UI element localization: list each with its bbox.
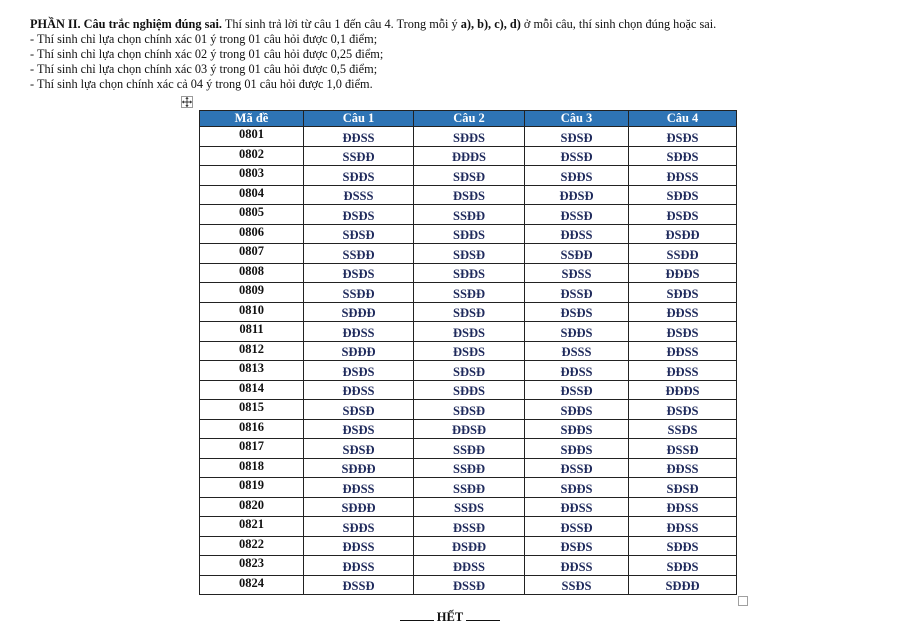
answer-cell-q4: SĐSĐ	[629, 478, 737, 498]
answer-cell-q2: ĐĐSĐ	[414, 419, 525, 439]
exam-code-cell: 0820	[200, 497, 304, 517]
answer-cell-q4: ĐSĐS	[629, 205, 737, 225]
header-question-3: Câu 3	[525, 111, 629, 127]
rule-line: - Thí sinh chỉ lựa chọn chính xác 03 ý trong 01 câu hỏi được 0,5 điểm;	[30, 62, 378, 76]
answer-cell-q3: SĐĐS	[525, 166, 629, 186]
answer-cell-q4: ĐSĐS	[629, 127, 737, 147]
answer-cell-q2: SSĐĐ	[414, 205, 525, 225]
exam-code-cell: 0815	[200, 400, 304, 420]
answer-cell-q1: SĐSĐ	[304, 224, 414, 244]
answer-cell-q2: SĐĐS	[414, 127, 525, 147]
answer-cell-q2: SSĐĐ	[414, 458, 525, 478]
exam-code-cell: 0811	[200, 322, 304, 342]
answer-cell-q3: ĐĐSS	[525, 556, 629, 576]
table-row	[200, 575, 737, 595]
table-row	[200, 224, 737, 244]
header-question-2: Câu 2	[414, 111, 525, 127]
answer-cell-q4: ĐSĐS	[629, 322, 737, 342]
answer-cell-q2: SSĐĐ	[414, 283, 525, 303]
exam-code-cell: 0808	[200, 263, 304, 283]
header-exam-code: Mã đề	[200, 111, 304, 127]
table-row	[200, 478, 737, 498]
answer-cell-q3: ĐĐSS	[525, 361, 629, 381]
answer-cell-q2: SSĐĐ	[414, 478, 525, 498]
table-row	[200, 497, 737, 517]
answer-cell-q3: SĐSS	[525, 263, 629, 283]
answer-cell-q3: SĐSĐ	[525, 127, 629, 147]
exam-code-cell: 0809	[200, 283, 304, 303]
table-row	[200, 146, 737, 166]
table-row	[200, 556, 737, 576]
answer-cell-q1: SĐĐĐ	[304, 341, 414, 361]
answer-cell-q1: SĐĐĐ	[304, 458, 414, 478]
answer-cell-q1: SSĐĐ	[304, 244, 414, 264]
answer-cell-q3: ĐĐSS	[525, 224, 629, 244]
exam-code-cell: 0805	[200, 205, 304, 225]
table-row	[200, 341, 737, 361]
table-row	[200, 302, 737, 322]
table-row	[200, 361, 737, 381]
table-row	[200, 263, 737, 283]
answer-cell-q1: ĐĐSS	[304, 556, 414, 576]
end-marker	[0, 610, 900, 625]
table-header-row	[200, 111, 737, 127]
answer-cell-q3: ĐSSĐ	[525, 458, 629, 478]
answer-cell-q3: ĐSĐS	[525, 302, 629, 322]
exam-code-cell: 0822	[200, 536, 304, 556]
answer-cell-q1: SĐĐĐ	[304, 302, 414, 322]
answer-cell-q2: ĐSĐĐ	[414, 536, 525, 556]
move-arrows-icon	[182, 97, 192, 107]
table-row	[200, 205, 737, 225]
answer-cell-q2: SĐSĐ	[414, 244, 525, 264]
answer-cell-q2: SĐĐS	[414, 380, 525, 400]
exam-code-cell: 0823	[200, 556, 304, 576]
exam-code-cell: 0813	[200, 361, 304, 381]
answer-cell-q3: SĐĐS	[525, 439, 629, 459]
answer-cell-q2: ĐSĐS	[414, 341, 525, 361]
exam-code-cell: 0819	[200, 478, 304, 498]
exam-code-cell: 0804	[200, 185, 304, 205]
header-question-1: Câu 1	[304, 111, 414, 127]
answer-cell-q2: ĐĐĐS	[414, 146, 525, 166]
answer-cell-q3: SĐĐS	[525, 478, 629, 498]
answer-cell-q1: SĐSĐ	[304, 400, 414, 420]
answer-cell-q1: ĐSĐS	[304, 205, 414, 225]
exam-code-cell: 0803	[200, 166, 304, 186]
answer-cell-q2: ĐSĐS	[414, 322, 525, 342]
answer-cell-q1: ĐSSĐ	[304, 575, 414, 595]
answer-cell-q4: ĐĐSS	[629, 341, 737, 361]
answer-cell-q1: ĐSĐS	[304, 419, 414, 439]
exam-code-cell: 0807	[200, 244, 304, 264]
answer-cell-q3: ĐĐSS	[525, 497, 629, 517]
exam-code-cell: 0812	[200, 341, 304, 361]
exam-code-cell: 0814	[200, 380, 304, 400]
end-label: HẾT	[436, 610, 464, 624]
answer-cell-q1: ĐSSS	[304, 185, 414, 205]
answer-cell-q1: ĐSĐS	[304, 361, 414, 381]
answer-cell-q4: ĐĐSS	[629, 302, 737, 322]
answer-cell-q2: ĐSSĐ	[414, 575, 525, 595]
answer-cell-q4: ĐĐĐS	[629, 380, 737, 400]
table-resize-handle[interactable]	[738, 596, 748, 606]
answer-cell-q3: ĐSSĐ	[525, 380, 629, 400]
exam-code-cell: 0824	[200, 575, 304, 595]
answer-cell-q4: SSĐĐ	[629, 244, 737, 264]
heading-text-2: ở mỗi câu, thí sinh chọn đúng hoặc sai.	[520, 17, 717, 31]
answer-cell-q1: ĐĐSS	[304, 536, 414, 556]
section-heading	[30, 17, 890, 32]
exam-code-cell: 0821	[200, 517, 304, 537]
answer-cell-q2: SĐSĐ	[414, 361, 525, 381]
exam-code-cell: 0816	[200, 419, 304, 439]
answer-cell-q4: SĐĐS	[629, 185, 737, 205]
header-question-4: Câu 4	[629, 111, 737, 127]
answer-cell-q2: SĐSĐ	[414, 302, 525, 322]
exam-code-cell: 0801	[200, 127, 304, 147]
answer-cell-q4: SSĐS	[629, 419, 737, 439]
answer-cell-q4: SĐĐS	[629, 536, 737, 556]
answer-cell-q4: SĐĐS	[629, 556, 737, 576]
end-rule-right	[466, 620, 500, 621]
table-row	[200, 185, 737, 205]
answer-cell-q2: SSĐĐ	[414, 439, 525, 459]
answer-cell-q4: SĐĐS	[629, 146, 737, 166]
rule-line: - Thí sinh lựa chọn chính xác cả 04 ý trong 01 câu hỏi được 1,0 điểm.	[30, 77, 373, 91]
answer-cell-q1: ĐSĐS	[304, 263, 414, 283]
rule-line: - Thí sinh chỉ lựa chọn chính xác 02 ý trong 01 câu hỏi được 0,25 điểm;	[30, 47, 384, 61]
answer-cell-q2: ĐSĐS	[414, 185, 525, 205]
table-move-handle[interactable]	[181, 96, 193, 108]
answer-cell-q2: ĐSSĐ	[414, 517, 525, 537]
answer-cell-q1: ĐĐSS	[304, 478, 414, 498]
answer-cell-q3: SSĐS	[525, 575, 629, 595]
answer-cell-q1: ĐĐSS	[304, 322, 414, 342]
table-row	[200, 127, 737, 147]
answer-cell-q3: SĐĐS	[525, 419, 629, 439]
answer-cell-q2: SSĐS	[414, 497, 525, 517]
answer-cell-q1: ĐĐSS	[304, 127, 414, 147]
answer-cell-q4: ĐSSĐ	[629, 439, 737, 459]
end-rule-left	[400, 620, 434, 621]
answer-cell-q4: SĐĐĐ	[629, 575, 737, 595]
instructions-block	[30, 17, 890, 92]
answer-cell-q2: SĐĐS	[414, 224, 525, 244]
table-row	[200, 380, 737, 400]
answer-cell-q3: ĐSSĐ	[525, 283, 629, 303]
answer-cell-q3: SSĐĐ	[525, 244, 629, 264]
answer-cell-q1: SĐSĐ	[304, 439, 414, 459]
answer-cell-q4: ĐĐĐS	[629, 263, 737, 283]
answer-cell-q1: SĐĐĐ	[304, 497, 414, 517]
answer-cell-q1: ĐĐSS	[304, 380, 414, 400]
heading-text-1: Thí sinh trả lời từ câu 1 đến câu 4. Trong mỗi ý	[222, 17, 461, 31]
answer-cell-q3: ĐSĐS	[525, 536, 629, 556]
table-row	[200, 439, 737, 459]
heading-options: a), b), c), d)	[460, 17, 521, 31]
exam-code-cell: 0817	[200, 439, 304, 459]
answer-cell-q4: SĐĐS	[629, 283, 737, 303]
answer-cell-q3: ĐĐSĐ	[525, 185, 629, 205]
answer-cell-q4: ĐĐSS	[629, 458, 737, 478]
answer-cell-q1: SSĐĐ	[304, 283, 414, 303]
answer-cell-q3: ĐSSĐ	[525, 205, 629, 225]
answer-cell-q1: SĐĐS	[304, 517, 414, 537]
exam-code-cell: 0818	[200, 458, 304, 478]
answer-cell-q4: ĐĐSS	[629, 517, 737, 537]
answer-cell-q3: ĐSSĐ	[525, 146, 629, 166]
answer-cell-q3: SĐĐS	[525, 322, 629, 342]
table-row	[200, 458, 737, 478]
section-title: PHẦN II. Câu trắc nghiệm đúng sai.	[30, 17, 222, 31]
table-row	[200, 322, 737, 342]
exam-code-cell: 0802	[200, 146, 304, 166]
answer-cell-q3: ĐSSĐ	[525, 517, 629, 537]
answer-cell-q4: ĐSĐĐ	[629, 224, 737, 244]
rule-line: - Thí sinh chỉ lựa chọn chính xác 01 ý trong 01 câu hỏi được 0,1 điểm;	[30, 32, 378, 46]
table-row	[200, 283, 737, 303]
answer-cell-q4: ĐĐSS	[629, 361, 737, 381]
answer-cell-q1: SĐĐS	[304, 166, 414, 186]
answer-cell-q2: SĐSĐ	[414, 166, 525, 186]
exam-code-cell: 0806	[200, 224, 304, 244]
answer-cell-q3: SĐĐS	[525, 400, 629, 420]
answer-cell-q2: SĐĐS	[414, 263, 525, 283]
table-row	[200, 400, 737, 420]
answer-cell-q4: ĐĐSS	[629, 497, 737, 517]
table-row	[200, 166, 737, 186]
answer-cell-q2: SĐSĐ	[414, 400, 525, 420]
answer-cell-q3: ĐSSS	[525, 341, 629, 361]
table-row	[200, 536, 737, 556]
exam-code-cell: 0810	[200, 302, 304, 322]
answer-cell-q2: ĐĐSS	[414, 556, 525, 576]
answer-cell-q1: SSĐĐ	[304, 146, 414, 166]
answer-cell-q4: ĐSĐS	[629, 400, 737, 420]
table-row	[200, 419, 737, 439]
answer-key-table	[199, 110, 737, 595]
table-body	[200, 127, 737, 595]
table-row	[200, 517, 737, 537]
table-row	[200, 244, 737, 264]
answer-cell-q4: ĐĐSS	[629, 166, 737, 186]
